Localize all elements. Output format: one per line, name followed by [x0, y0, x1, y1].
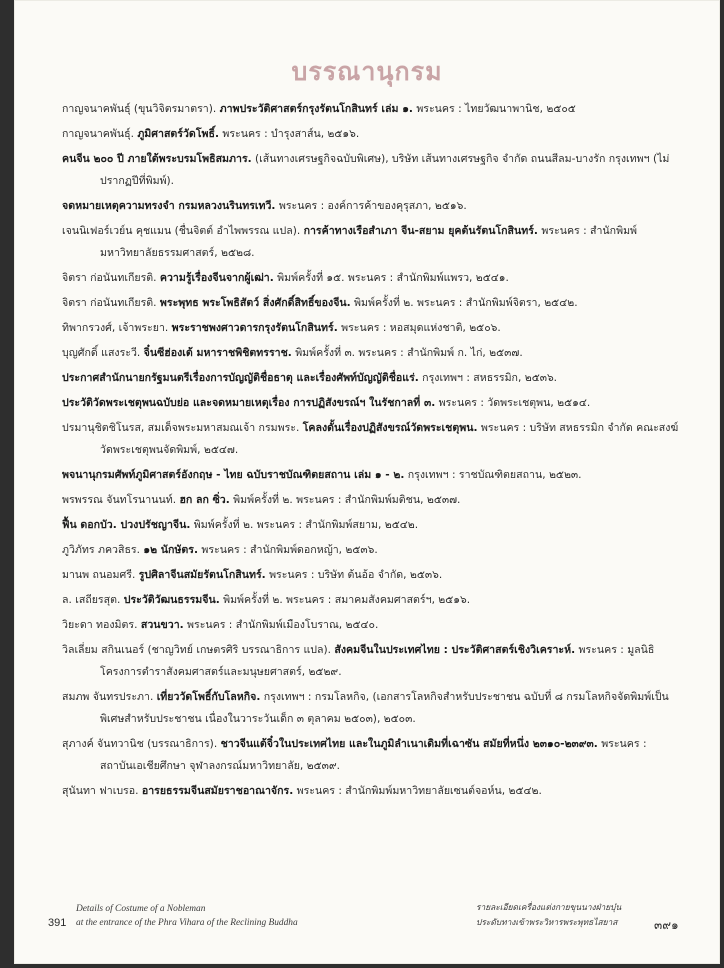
entry-title: ภูมิศาสตร์วัดโพธิ์. [137, 128, 219, 140]
entry-author: เจนนิเฟอร์เวย์น คุชแมน (ชื่นจิตต์ อำไพพรรณ แปล). [62, 225, 304, 237]
entry-author: จิตรา ก่อนันทเกียรติ. [62, 272, 160, 284]
page-number-thai: ๓๙๑ [654, 918, 679, 932]
entry-publication: พระนคร : องค์การค้าของคุรุสภา, ๒๕๑๖. [275, 200, 467, 212]
entry-publication: (เส้นทางเศรษฐกิจฉบับพิเศษ), บริษัท เส้นทางเศรษฐกิจ จำกัด ถนนสีลม-บางรัก กรุงเทพฯ (ไม่ปรากฏปีที่พิมพ์). [100, 153, 670, 187]
bibliography-entry [62, 417, 682, 461]
entry-publication: พิมพ์ครั้งที่ ๒. พระนคร : สำนักพิมพ์สยาม, ๒๕๔๒. [190, 519, 419, 531]
page-number-arabic: 391 [48, 917, 67, 929]
entry-publication: พิมพ์ครั้งที่ ๒. พระนคร : สมาคมสังคมศาสตร์ฯ, ๒๕๑๖. [219, 594, 471, 606]
entry-author: บุญศักดิ์ แสงระวี. [62, 347, 144, 359]
bibliography-entry [62, 639, 682, 683]
entry-title: รูปศิลาจีนสมัยรัตนโกสินทร์. [138, 569, 266, 581]
bibliography-list [62, 98, 682, 805]
bibliography-entry [62, 564, 682, 586]
bibliography-entry [62, 514, 682, 536]
bibliography-entry [62, 686, 682, 730]
entry-title: ประวัติวัดพระเชตุพนฉบับย่อ และจดหมายเหตุเรื่อง การปฏิสังขรณ์ฯ ในรัชกาลที่ ๓. [62, 397, 436, 409]
entry-publication: พิมพ์ครั้งที่ ๒. พระนคร : สำนักพิมพ์จิตรา, ๒๕๔๒. [350, 297, 578, 309]
bibliography-entry [62, 195, 682, 217]
bibliography-entry [62, 98, 682, 120]
bibliography-entry [62, 539, 682, 561]
entry-title: ๑๒ นักษัตร. [143, 544, 198, 556]
entry-publication: พระนคร : บริษัท ต้นอ้อ จำกัด, ๒๕๓๖. [265, 569, 443, 581]
entry-publication: พระนคร : สำนักพิมพ์เมืองโบราณ, ๒๕๔๐. [183, 619, 379, 631]
entry-publication: พระนคร : สถาบันเอเชียศึกษา จุฬาลงกรณ์มหาวิทยาลัย, ๒๕๓๙. [100, 738, 647, 772]
bibliography-entry [62, 123, 682, 145]
entry-title: พระพุทธ พระโพธิสัตว์ สิ่งศักดิ์สิทธิ์ของจีน. [159, 297, 351, 309]
bibliography-entry [62, 367, 682, 389]
bibliography-entry [62, 614, 682, 636]
entry-title: ประกาศสำนักนายกรัฐมนตรีเรื่องการบัญญัติชื่อธาตุ และเรื่องศัพท์บัญญัติชื่อแร่. [62, 372, 419, 384]
entry-title: การค้าทางเรือสำเภา จีน-สยาม ยุคต้นรัตนโกสินทร์. [303, 225, 538, 237]
bibliography-entry [62, 489, 682, 511]
entry-author: สุภางค์ จันทวานิช (บรรณาธิการ). [62, 738, 221, 750]
english-caption [48, 902, 388, 930]
bibliography-entry [62, 392, 682, 414]
entry-author: จิตรา ก่อนันทเกียรติ. [62, 297, 160, 309]
entry-title: ประวัติวัฒนธรรมจีน. [123, 594, 220, 606]
entry-publication: พระนคร : สำนักพิมพ์มหาวิทยาลัยเซนต์จอห์น, ๒๕๔๒. [293, 785, 542, 797]
entry-title: ความรู้เรื่องจีนจากผู้เฒ่า. [159, 272, 274, 284]
entry-title: โคลงดั้นเรื่องปฏิสังขรณ์วัดพระเชตุพน. [302, 422, 478, 434]
entry-author: พรพรรณ จันทโรนานนท์. [62, 494, 180, 506]
thai-caption-line-2: ประดับทางเข้าพระวิหารพระพุทธไสยาส [476, 917, 618, 927]
entry-title: จิ๋นซีฮ่องเต้ มหาราชพิชิตทรราช. [143, 347, 292, 359]
entry-publication: พระนคร : บำรุงสาส์น, ๒๕๑๖. [218, 128, 360, 140]
bibliography-entry [62, 267, 682, 289]
book-page [14, 0, 720, 964]
bibliography-entry [62, 464, 682, 486]
entry-title: สวนขวา. [140, 619, 184, 631]
thai-caption-line-1: รายละเอียดเครื่องแต่งกายขุนนางฝ่ายบุ๋น [476, 902, 622, 912]
bibliography-entry [62, 317, 682, 339]
entry-title: คนจีน ๒๐๐ ปี ภายใต้พระบรมโพธิสมภาร. [62, 153, 252, 165]
entry-publication: กรุงเทพฯ : ราชบัณฑิตยสถาน, ๒๕๒๓. [404, 469, 582, 481]
entry-author: กาญจนาคพันธุ์. [62, 128, 138, 140]
entry-author: วิลเลี่ยม สกินเนอร์ (ชาญวิทย์ เกษตรศิริ บรรณาธิการ แปล). [62, 644, 335, 656]
entry-author: ภูวิภัทร ภควสิธร. [62, 544, 144, 556]
entry-author: วิยะดา ทองมิตร. [62, 619, 141, 631]
entry-title: อารยธรรมจีนสมัยราชอาณาจักร. [141, 785, 294, 797]
entry-publication: พระนคร : วัดพระเชตุพน, ๒๕๑๔. [435, 397, 591, 409]
bibliography-entry [62, 733, 682, 777]
entry-publication: พระนคร : บริษัท สหธรรมิก จำกัด คณะสงฆ์วัดพระเชตุพนจัดพิมพ์, ๒๕๔๗. [100, 422, 679, 456]
entry-author: ล. เสถียรสุต. [62, 594, 124, 606]
entry-publication: พระนคร : สำนักพิมพ์มหาวิทยาลัยธรรมศาสตร์, ๒๕๒๘. [100, 225, 638, 259]
entry-title: จดหมายเหตุความทรงจำ กรมหลวงนรินทรเทวี. [62, 200, 276, 212]
entry-publication: พิมพ์ครั้งที่ ๒. พระนคร : สำนักพิมพ์มติชน, ๒๕๓๗. [229, 494, 461, 506]
entry-author: ปรมานุชิตชิโนรส, สมเด็จพระมหาสมณเจ้า กรมพระ. [62, 422, 303, 434]
entry-publication: พระนคร : ไทยวัฒนาพานิช, ๒๕๐๕ [412, 103, 576, 115]
entry-author: สมภพ จันทรประภา. [62, 691, 157, 703]
entry-publication: กรุงเทพฯ : กรมโลหกิจ, (เอกสารโลหกิจสำหรับประชาชน ฉบับที่ ๘ กรมโลหกิจจัดพิมพ์เป็นพิเศษสำหรับประชาชน เนื่องในวาระวันเด็ก ๓ ตุลาคม ๒๕๐๓), ๒๕๐๓. [100, 691, 669, 725]
bibliography-entry [62, 148, 682, 192]
entry-author: ทิพากรวงศ์, เจ้าพระยา. [62, 322, 172, 334]
english-caption-line-2: at the entrance of the Phra Vihara of the Reclining Buddha [76, 918, 298, 928]
thai-caption [476, 900, 704, 930]
entry-publication: กรุงเทพฯ : สหธรรมิก, ๒๕๓๖. [418, 372, 558, 384]
entry-title: ภาพประวัติศาสตร์กรุงรัตนโกสินทร์ เล่ม ๑. [219, 103, 413, 115]
entry-title: ชาวจีนแต้จิ๋วในประเทศไทย และในภูมิลำเนาเดิมที่เฉาซัน สมัยที่หนึ่ง ๒๓๑๐-๒๓๙๓. [220, 738, 598, 750]
bibliography-entry [62, 292, 682, 314]
english-caption-line-1: Details of Costume of a Nobleman [76, 904, 206, 914]
bibliography-entry [62, 342, 682, 364]
entry-author: มานพ ถนอมศรี. [62, 569, 139, 581]
entry-title: ฮก ลก ซิ่ว. [179, 494, 230, 506]
entry-title: ฟื้น ดอกบัว. ปวงปรัชญาจีน. [62, 519, 191, 531]
entry-title: พระราชพงศาวดารกรุงรัตนโกสินทร์. [171, 322, 338, 334]
page-title: บรรณานุกรม [291, 57, 443, 86]
entry-title: เที่ยววัดโพธิ์กับโลหกิจ. [156, 691, 261, 703]
entry-publication: พิมพ์ครั้งที่ ๑๕. พระนคร : สำนักพิมพ์แพรว, ๒๕๔๑. [273, 272, 509, 284]
bibliography-entry [62, 220, 682, 264]
bibliography-entry [62, 780, 682, 802]
entry-author: สุนันทา ฟาเบรอ. [62, 785, 142, 797]
entry-publication: พิมพ์ครั้งที่ ๓. พระนคร : สำนักพิมพ์ ก. ไก่, ๒๕๓๗. [291, 347, 523, 359]
entry-publication: พระนคร : มูลนิธิโครงการตำราสังคมศาสตร์และมนุษยศาสตร์, ๒๕๒๙. [100, 644, 655, 678]
entry-title: พจนานุกรมศัพท์ภูมิศาสตร์อังกฤษ - ไทย ฉบับราชบัณฑิตยสถาน เล่ม ๑ - ๒. [62, 469, 405, 481]
entry-publication: พระนคร : หอสมุดแห่งชาติ, ๒๕๐๖. [337, 322, 501, 334]
bibliography-entry [62, 589, 682, 611]
entry-title: สังคมจีนในประเทศไทย : ประวัติศาสตร์เชิงวิเคราะห์. [334, 644, 576, 656]
entry-publication: พระนคร : สำนักพิมพ์ดอกหญ้า, ๒๕๓๖. [197, 544, 378, 556]
entry-author: กาญจนาคพันธุ์ (ขุนวิจิตรมาตรา). [62, 103, 220, 115]
